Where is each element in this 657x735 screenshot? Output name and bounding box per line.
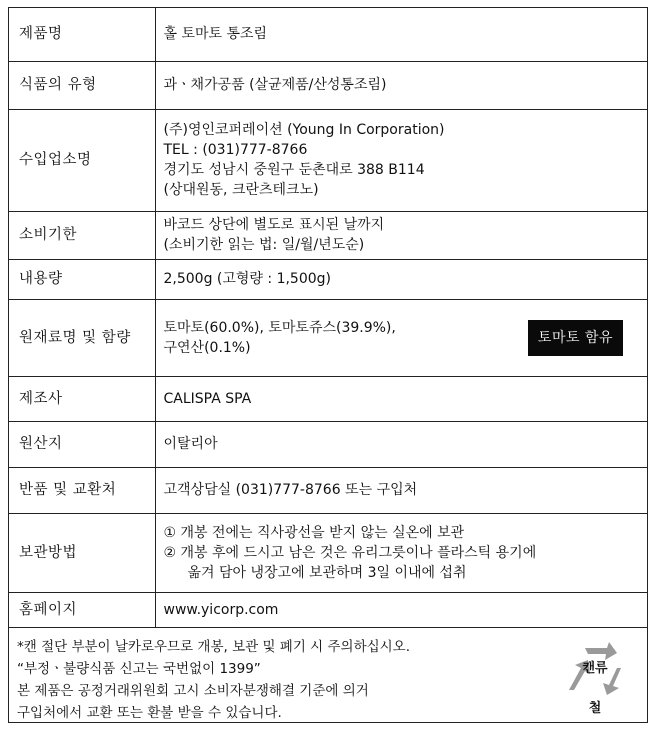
recycle-bottom-label: 철: [588, 700, 602, 716]
label-storage: 보관방법: [9, 513, 155, 592]
value-importer: [155, 109, 647, 211]
importer-name: (주)영인코퍼레이션 (Young In Corporation): [163, 122, 445, 138]
value-product-name: 홀 토마토 통조림: [155, 8, 647, 61]
importer-address: 경기도 성남시 중원구 둔촌대로 388 B114: [163, 162, 425, 178]
row-content: [9, 259, 647, 299]
label-content: 내용량: [9, 259, 155, 299]
recycle-top-label: 캔류: [582, 660, 608, 676]
label-origin: 원산지: [9, 421, 155, 467]
expiry-line-1: 바코드 상단에 별도로 표시된 날까지: [163, 217, 385, 233]
recycle-mark: [555, 638, 635, 728]
importer-tel: TEL : (031)777-8766: [163, 142, 308, 158]
row-storage: [9, 513, 647, 592]
value-content: 2,500g (고형량 : 1,500g): [155, 259, 647, 299]
row-ingredients: [9, 299, 647, 376]
footer-notice: [9, 628, 647, 735]
footer-line-3: 본 제품은 공정거래위원회 고시 소비자분쟁해결 기준에 의거: [17, 682, 369, 699]
ingredients-line-2: 구연산(0.1%): [163, 339, 251, 356]
footer-line-1: *캔 절단 부분이 날카로우므로 개봉, 보관 및 폐기 시 주의하십시오.: [17, 638, 411, 655]
label-sheet: [8, 7, 648, 723]
storage-line-3: 옮겨 담아 냉장고에 보관하며 3일 이내에 섭취: [187, 564, 467, 581]
row-expiry: [9, 211, 647, 259]
value-manufacturer: CALISPA SPA: [155, 376, 647, 421]
label-returns: 반품 및 교환처: [9, 467, 155, 513]
value-expiry: [155, 211, 647, 259]
row-homepage: [9, 592, 647, 627]
value-homepage: www.yicorp.com: [155, 592, 647, 627]
label-importer: 수입업소명: [9, 109, 155, 211]
footer-line-4: 구입처에서 교환 또는 환불 받을 수 있습니다.: [17, 704, 282, 721]
value-food-type: 과ㆍ채가공품 (살균제품/산성통조림): [155, 61, 647, 109]
row-food-type: [9, 61, 647, 109]
ingredients-line-1: 토마토(60.0%), 토마토쥬스(39.9%),: [163, 319, 396, 336]
row-manufacturer: [9, 376, 647, 421]
label-expiry: 소비기한: [9, 211, 155, 259]
row-product-name: [9, 8, 647, 61]
value-ingredients: [155, 299, 647, 376]
expiry-line-2: (소비기한 읽는 법: 일/월/년도순): [163, 237, 365, 253]
value-origin: 이탈리아: [155, 421, 647, 467]
label-manufacturer: 제조사: [9, 376, 155, 421]
label-food-type: 식품의 유형: [9, 61, 155, 109]
label-product-name: 제품명: [9, 8, 155, 61]
storage-line-1: ① 개봉 전에는 직사광선을 받지 않는 실온에 보관: [163, 524, 465, 541]
value-returns: 고객상담실 (031)777-8766 또는 구입처: [155, 467, 647, 513]
storage-line-2: ② 개봉 후에 드시고 남은 것은 유리그릇이나 플라스틱 용기에: [163, 544, 537, 561]
row-origin: [9, 421, 647, 467]
row-importer: [9, 109, 647, 211]
label-homepage: 홈페이지: [9, 592, 155, 627]
importer-address-detail: (상대원동, 크란츠테크노): [163, 182, 319, 198]
row-returns: [9, 467, 647, 513]
value-storage: [155, 513, 647, 592]
allergen-badge: 토마토 함유: [528, 320, 623, 356]
footer-line-2: “부정ㆍ불량식품 신고는 국번없이 1399”: [17, 660, 261, 677]
label-ingredients: 원재료명 및 함량: [9, 299, 155, 376]
info-table: [9, 8, 647, 628]
